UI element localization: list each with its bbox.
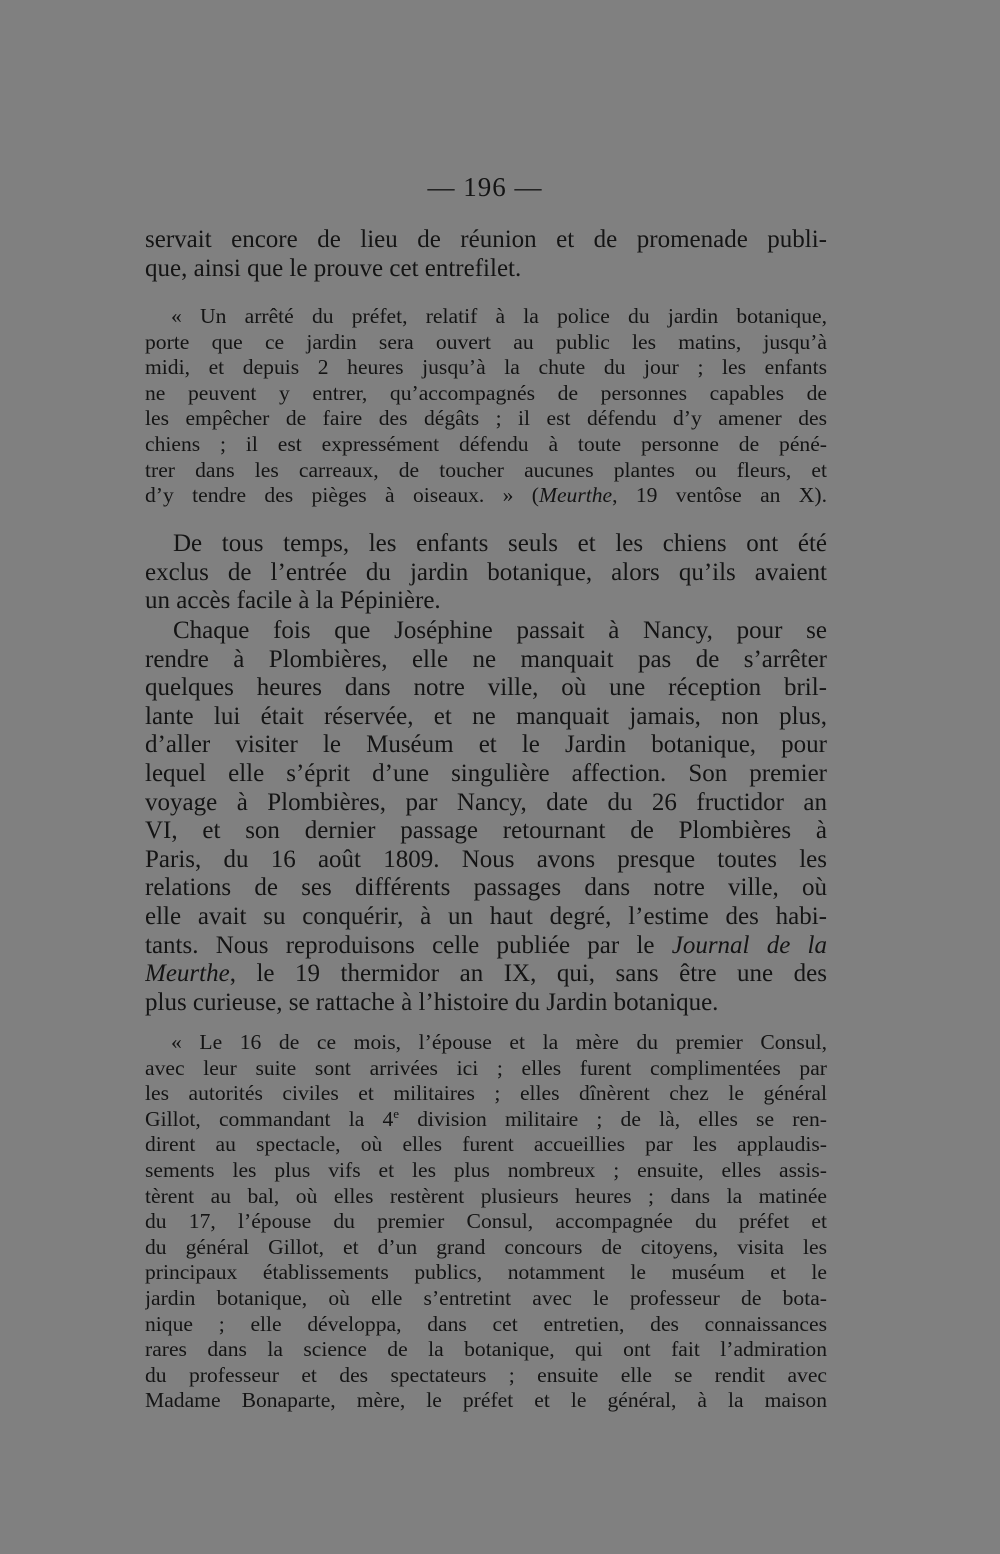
text-line: avec leur suite sont arrivées ici ; elles furent complimentées par (145, 1055, 827, 1080)
text-line: d’aller visiter le Muséum et le Jardin botanique, pour (145, 731, 827, 759)
text-line: De tous temps, les enfants seuls et les chiens ont été (173, 530, 827, 557)
text-line: ne peuvent y entrer, qu’accompagnés de personnes capables de (145, 380, 827, 405)
line-text: , 19 ventôse an X). (612, 483, 827, 508)
text-line: tèrent au bal, où elles restèrent plusieurs heures ; dans la matinée (145, 1183, 827, 1208)
paragraph-intro (145, 226, 827, 283)
text-line: porte que ce jardin sera ouvert au public les matins, jusqu’à (145, 329, 827, 354)
line-text: tants. Nous reproduisons celle publiée par le (145, 931, 672, 959)
text-line: relations de ses différents passages dans notre ville, où (145, 874, 827, 902)
line-text: Gillot, commandant la 4 (145, 1106, 394, 1131)
text-line (145, 932, 827, 961)
quotation-visit (145, 1030, 827, 1414)
text-line: midi, et depuis 2 heures jusqu’à la chute du jour ; les enfants (145, 355, 827, 380)
journal-title: Meurthe (145, 960, 230, 988)
text-line: trer dans les carreaux, de toucher aucunes plantes ou fleurs, et (145, 457, 827, 482)
text-line: elle avait su conquérir, à un haut degré, l’estime des habi- (145, 902, 827, 930)
text-line (145, 1107, 827, 1133)
text-line: Chaque fois que Joséphine passait à Nancy, pour se (173, 617, 827, 644)
text-line: sements les plus vifs et les plus nombreux ; ensuite, elles assis- (145, 1157, 827, 1182)
source-title: Meurthe (538, 483, 613, 508)
text-line: les empêcher de faire des dégâts ; il est défendu d’y amener des (145, 406, 827, 431)
ordinal-superscript: e (393, 1106, 400, 1121)
text-line: lante lui était réservée, et ne manquait jamais, non plus, (145, 702, 827, 730)
text-line-source (145, 483, 827, 509)
page-number: — 196 — (427, 172, 543, 202)
text-line: un accès facile à la Pépinière. (145, 587, 441, 615)
text-line: « Un arrêté du préfet, relatif à la police du jardin botanique, (171, 304, 827, 328)
text-line: du professeur et des spectateurs ; ensuite elle se rendit avec (145, 1362, 827, 1387)
text-line: exclus de l’entrée du jardin botanique, alors qu’ils avaient (145, 558, 827, 586)
text-line: servait encore de lieu de réunion et de promenade publi- (145, 226, 827, 253)
text-line: « Le 16 de ce mois, l’épouse et la mère du premier Consul, (171, 1030, 827, 1054)
text-line: VI, et son dernier passage retournant de Plombières à (145, 817, 827, 845)
text-line: principaux établissements publics, notamment le muséum et le (145, 1260, 827, 1285)
text-line: Madame Bonaparte, mère, le préfet et le général, à la maison (145, 1388, 827, 1413)
text-line: rendre à Plombières, elle ne manquait pas de s’arrêter (145, 645, 827, 673)
paragraph-de-tous-temps (145, 530, 827, 616)
text-line: lequel elle s’éprit d’une singulière affection. Son premier (145, 759, 827, 787)
journal-title: Journal de la (671, 931, 827, 959)
line-text: d’y tendre des pièges à oiseaux. » ( (145, 483, 539, 508)
text-line: du général Gillot, et d’un grand concours de citoyens, visita les (145, 1234, 827, 1259)
text-line: les autorités civiles et militaires ; elles dînèrent chez le général (145, 1081, 827, 1106)
quotation-arrete-prefet (145, 304, 827, 509)
text-line: rares dans la science de la botanique, qui ont fait l’admiration (145, 1337, 827, 1362)
text-line: jardin botanique, où elle s’entretint avec le professeur de bota- (145, 1285, 827, 1310)
text-line: du 17, l’épouse du premier Consul, accompagnée du préfet et (145, 1209, 827, 1234)
text-line: quelques heures dans notre ville, où une réception bril- (145, 674, 827, 702)
text-line (145, 960, 827, 989)
text-line: plus curieuse, se rattache à l’histoire du Jardin botanique. (145, 988, 719, 1016)
text-line: chiens ; il est expressément défendu à toute personne de péné- (145, 431, 827, 456)
text-line: voyage à Plombières, par Nancy, date du 26 fructidor an (145, 788, 827, 816)
text-line: que, ainsi que le prouve cet entrefilet. (145, 254, 522, 282)
paragraph-josephine (145, 617, 827, 1017)
line-text: , le 19 thermidor an IX, qui, sans être une des (229, 960, 827, 988)
text-line: dirent au spectacle, où elles furent accueillies par les applaudis- (145, 1132, 827, 1157)
text-line: Paris, du 16 août 1809. Nous avons presque toutes les (145, 845, 827, 873)
line-text: division militaire ; de là, elles se ren- (399, 1106, 827, 1131)
text-line: nique ; elle développa, dans cet entretien, des connaissances (145, 1311, 827, 1336)
